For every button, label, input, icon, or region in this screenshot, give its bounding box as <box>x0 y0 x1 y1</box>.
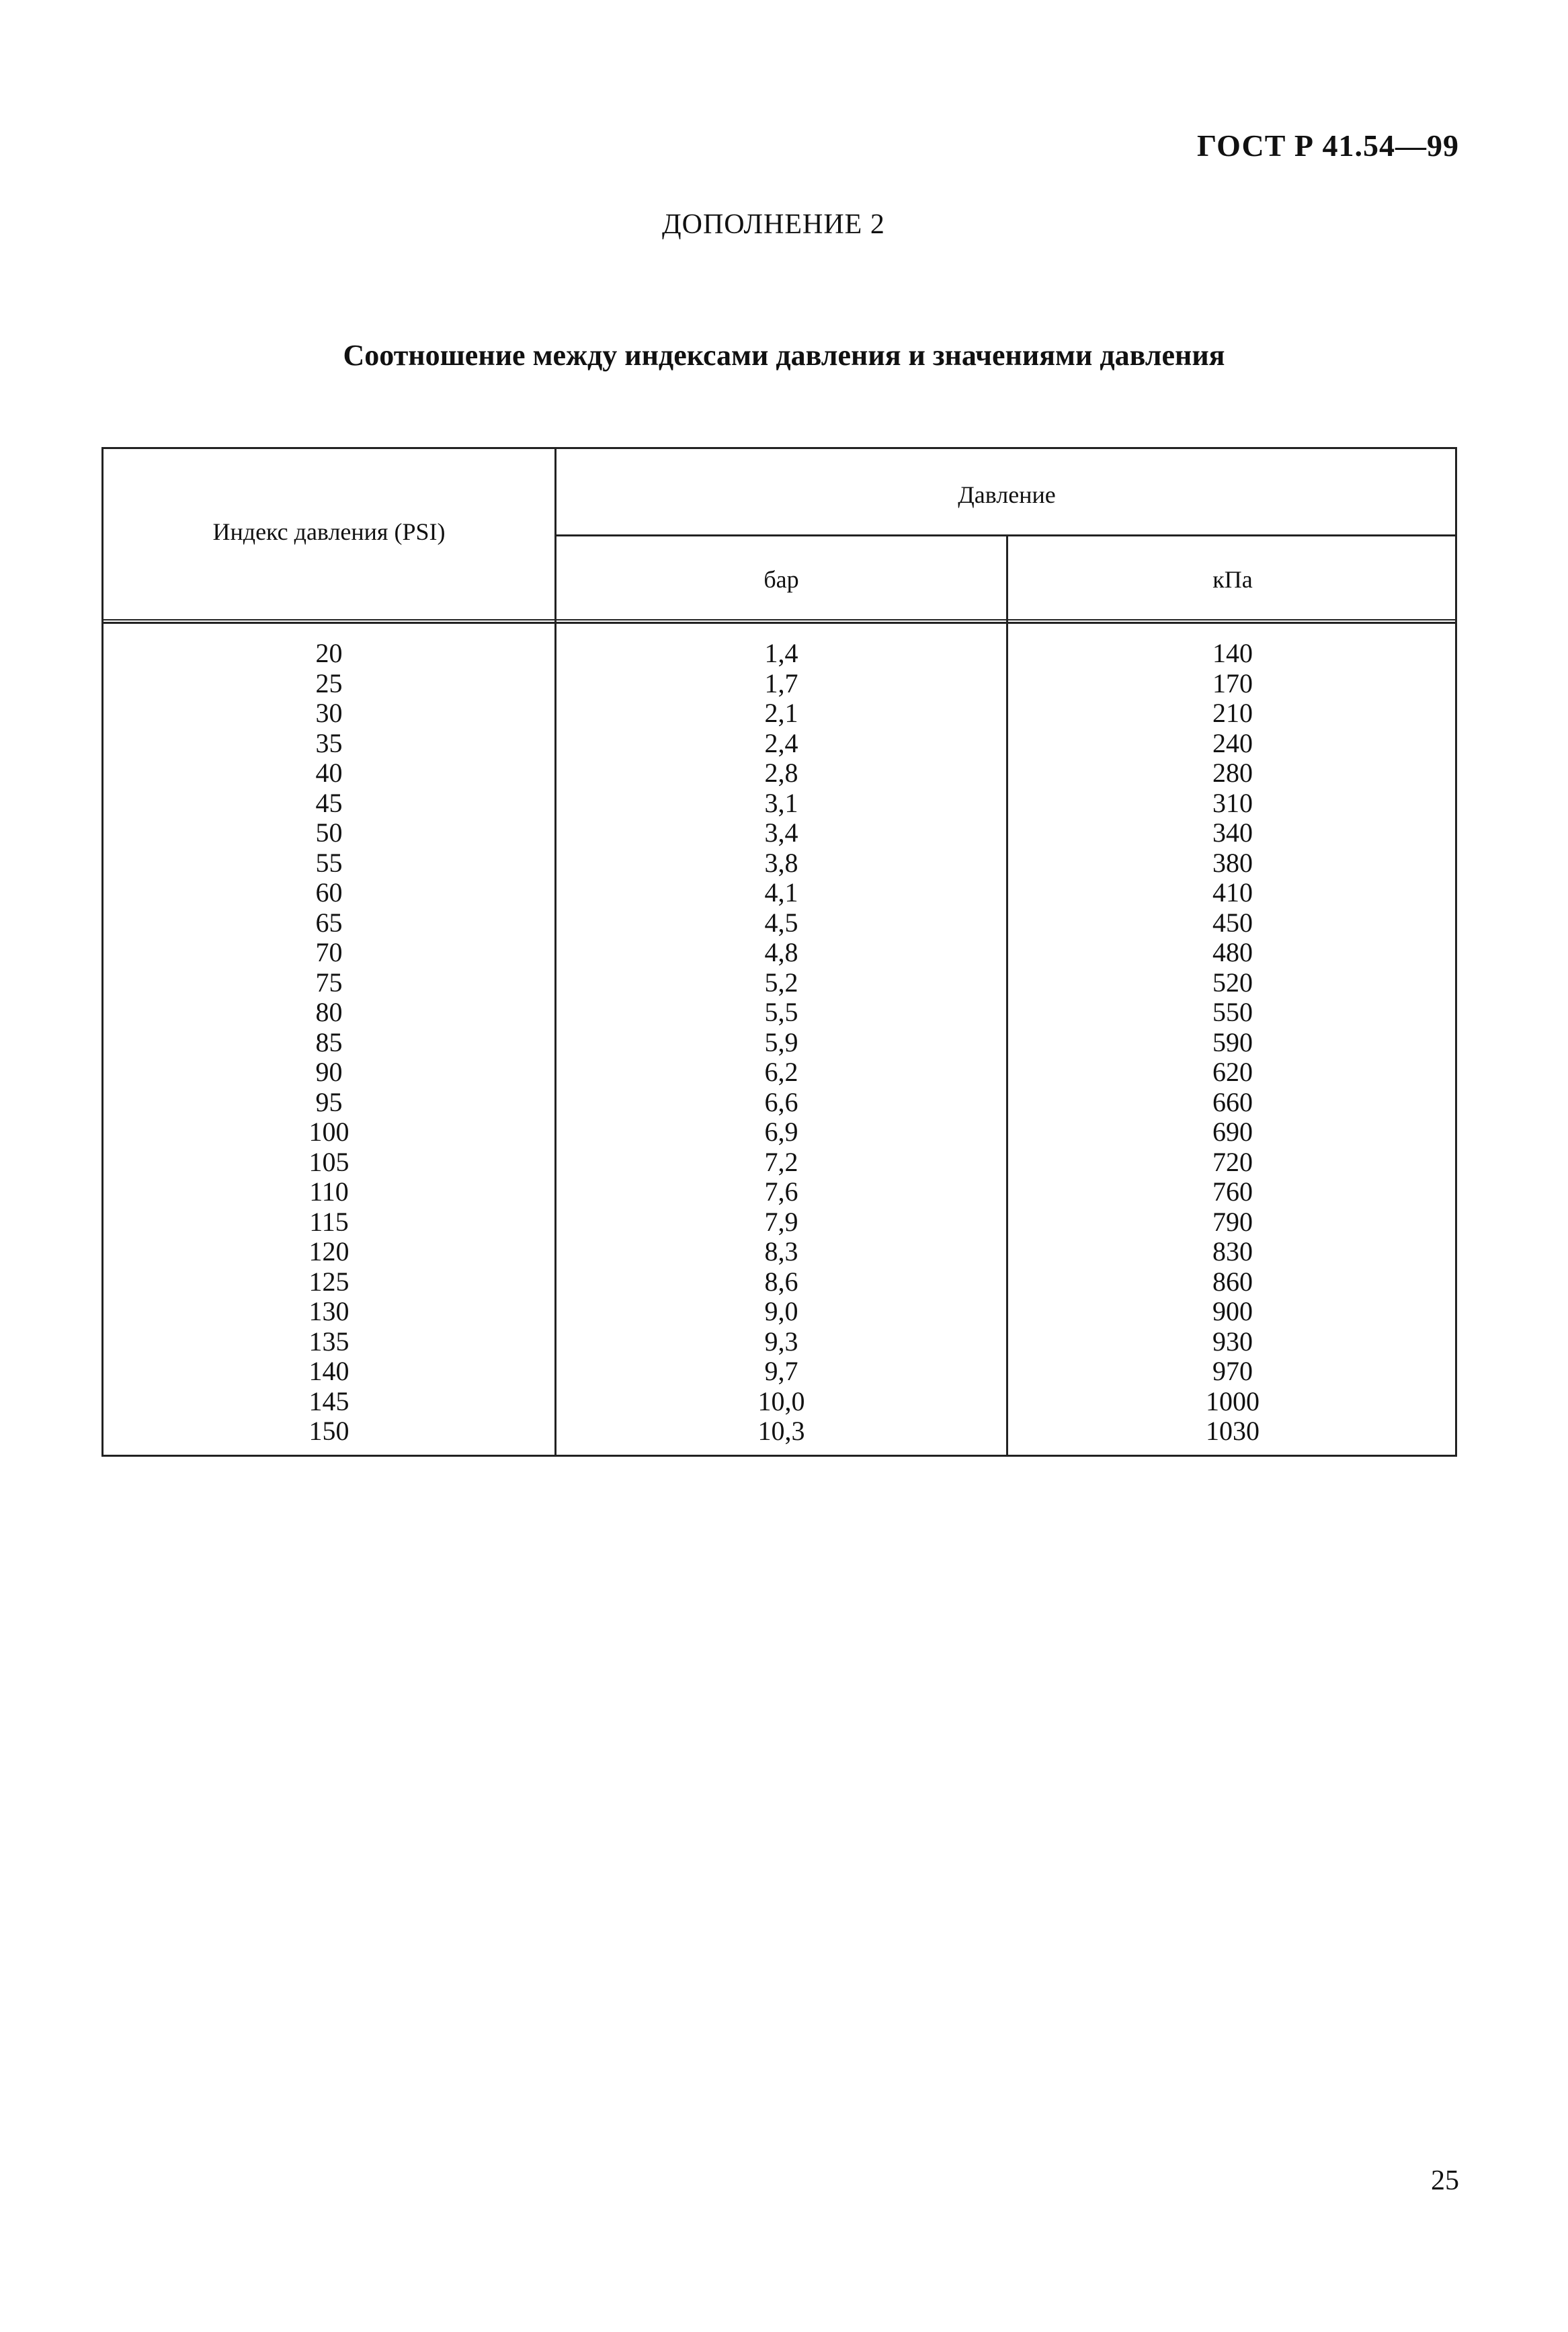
table-cell: 9,7 <box>764 1356 798 1386</box>
table-cell: 125 <box>308 1266 349 1297</box>
appendix-heading: ДОПОЛНЕНИЕ 2 <box>662 209 885 240</box>
table-cell: 7,2 <box>764 1146 798 1177</box>
table-cell: 2,1 <box>764 698 798 728</box>
table-cell: 105 <box>308 1146 349 1177</box>
table-cell: 7,6 <box>764 1176 798 1207</box>
table-cell: 6,2 <box>764 1057 798 1087</box>
table-cell: 1,7 <box>764 668 798 698</box>
table-cell: 20 <box>315 638 343 668</box>
table-cell: 30 <box>315 698 343 728</box>
table-cell: 70 <box>315 937 343 967</box>
table-cell: 65 <box>315 907 343 938</box>
header-bar: бар <box>764 566 799 593</box>
table-cell: 620 <box>1212 1057 1253 1087</box>
table-cell: 930 <box>1212 1326 1253 1357</box>
table-cell: 450 <box>1212 907 1253 938</box>
table-cell: 4,5 <box>764 907 798 938</box>
table-cell: 75 <box>315 967 343 998</box>
table-cell: 6,6 <box>764 1086 798 1117</box>
table-cell: 550 <box>1212 997 1253 1027</box>
table-cell: 130 <box>308 1296 349 1326</box>
table-cell: 25 <box>315 668 343 698</box>
table-cell: 120 <box>308 1236 349 1266</box>
table-cell: 310 <box>1212 787 1253 818</box>
table-cell: 970 <box>1212 1356 1253 1386</box>
table-cell: 210 <box>1212 698 1253 728</box>
table-cell: 660 <box>1212 1086 1253 1117</box>
header-pressure: Давление <box>958 481 1056 508</box>
table-cell: 520 <box>1212 967 1253 998</box>
table-cell: 790 <box>1212 1206 1253 1237</box>
table-cell: 9,3 <box>764 1326 798 1357</box>
table-cell: 5,5 <box>764 997 798 1027</box>
table-cell: 2,8 <box>764 758 798 788</box>
header-divider <box>554 534 1455 536</box>
pressure-table <box>101 447 1457 1457</box>
table-cell: 115 <box>309 1206 349 1237</box>
table-cell: 1030 <box>1206 1416 1260 1446</box>
table-cell: 10,0 <box>757 1385 805 1416</box>
table-cell: 140 <box>308 1356 349 1386</box>
header-bottom-rule <box>104 619 1455 624</box>
table-cell: 3,4 <box>764 817 798 848</box>
table-cell: 590 <box>1212 1027 1253 1057</box>
table-cell: 135 <box>308 1326 349 1357</box>
table-title: Соотношение между индексами давления и значениями давления <box>343 339 1225 372</box>
document-code: ГОСТ Р 41.54—99 <box>1197 128 1459 163</box>
table-cell: 145 <box>308 1385 349 1416</box>
table-cell: 10,3 <box>757 1416 805 1446</box>
table-cell: 150 <box>308 1416 349 1446</box>
table-cell: 690 <box>1212 1117 1253 1147</box>
table-cell: 480 <box>1212 937 1253 967</box>
header-kpa: кПа <box>1212 566 1253 593</box>
table-cell: 410 <box>1212 877 1253 908</box>
table-cell: 720 <box>1212 1146 1253 1177</box>
table-cell: 60 <box>315 877 343 908</box>
header-psi: Индекс давления (PSI) <box>212 518 446 545</box>
table-cell: 1,4 <box>764 638 798 668</box>
table-cell: 5,9 <box>764 1027 798 1057</box>
table-cell: 4,8 <box>764 937 798 967</box>
table-cell: 35 <box>315 727 343 758</box>
table-cell: 40 <box>315 758 343 788</box>
page-number: 25 <box>1431 2165 1459 2196</box>
table-cell: 80 <box>315 997 343 1027</box>
table-cell: 95 <box>315 1086 343 1117</box>
table-cell: 55 <box>315 847 343 878</box>
table-cell: 860 <box>1212 1266 1253 1297</box>
table-cell: 6,9 <box>764 1117 798 1147</box>
table-cell: 3,8 <box>764 847 798 878</box>
table-cell: 50 <box>315 817 343 848</box>
table-cell: 5,2 <box>764 967 798 998</box>
table-cell: 3,1 <box>764 787 798 818</box>
table-cell: 7,9 <box>764 1206 798 1237</box>
table-cell: 90 <box>315 1057 343 1087</box>
table-cell: 240 <box>1212 727 1253 758</box>
table-cell: 900 <box>1212 1296 1253 1326</box>
table-cell: 380 <box>1212 847 1253 878</box>
table-cell: 1000 <box>1206 1385 1260 1416</box>
table-cell: 8,6 <box>764 1266 798 1297</box>
table-cell: 280 <box>1212 758 1253 788</box>
table-cell: 170 <box>1212 668 1253 698</box>
table-cell: 760 <box>1212 1176 1253 1207</box>
table-cell: 140 <box>1212 638 1253 668</box>
table-cell: 830 <box>1212 1236 1253 1266</box>
table-cell: 2,4 <box>764 727 798 758</box>
psi-column <box>104 639 554 1447</box>
table-cell: 110 <box>309 1176 349 1207</box>
table-cell: 9,0 <box>764 1296 798 1326</box>
table-cell: 8,3 <box>764 1236 798 1266</box>
table-cell: 4,1 <box>764 877 798 908</box>
table-cell: 45 <box>315 787 343 818</box>
table-cell: 340 <box>1212 817 1253 848</box>
bar-column <box>556 639 1006 1447</box>
table-cell: 100 <box>308 1117 349 1147</box>
kpa-column <box>1008 639 1457 1447</box>
table-cell: 85 <box>315 1027 343 1057</box>
